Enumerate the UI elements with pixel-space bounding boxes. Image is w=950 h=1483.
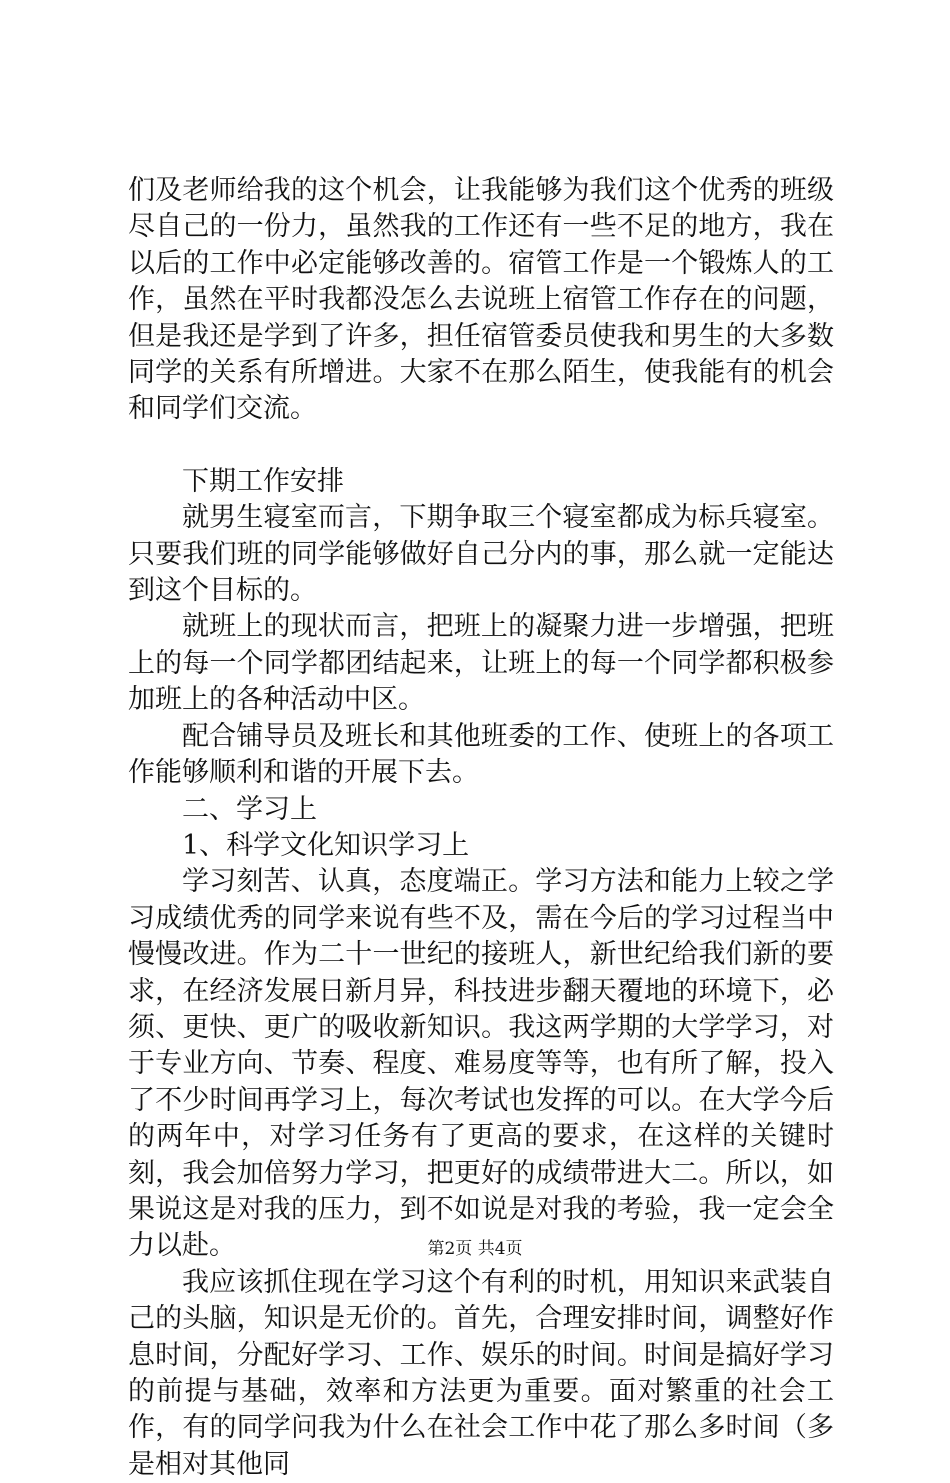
paragraph-cooperation: 配合铺导员及班长和其他班委的工作、使班上的各项工作能够顺利和谐的开展下去。 bbox=[128, 720, 834, 789]
subsection-heading-science-study: 1、科学文化知识学习上 bbox=[182, 829, 470, 861]
section-heading-study: 二、学习上 bbox=[182, 793, 317, 825]
paragraph-study-attitude: 学习刻苦、认真，态度端正。学习方法和能力上较之学习成绩优秀的同学来说有些不及，需在今后的学习过程当中慢慢改进。作为二十一世纪的接班人，新世纪给我们新的要求，在经济发展日新月异，科技进步翻天覆地的环境下，必须、更快、更广的吸收新知识。我这两学期的大学学习，对于专业方向、节奏、程度、难易度等等，也有所了解，投入了不少时间再学习上，每次考试也发挥的可以。在大学今后的两年中，对学习任务有了更高的要求，在这样的关键时刻，我会加倍努力学习，把更好的成绩带进大二。所以，如果说这是对我的压力，到不如说是对我的考验，我一定会全力以赴。 bbox=[128, 866, 834, 1262]
paragraph-dormitory-plan: 就男生寝室而言，下期争取三个寝室都成为标兵寝室。只要我们班的同学能够做好自己分内的事，那么就一定能达到这个目标的。 bbox=[128, 502, 834, 607]
paragraph-time-management: 我应该抓住现在学习这个有利的时机，用知识来武装自己的头脑，知识是无价的。首先，合理安排时间，调整好作息时间，分配好学习、工作、娱乐的时间。时间是搞好学习的前提与基础，效率和方法更为重要。面对繁重的社会工作，有的同学问我为什么在社会工作中花了那么多时间（多是相对其他同 bbox=[128, 1266, 834, 1480]
section-heading-next-term: 下期工作安排 bbox=[182, 465, 344, 497]
paragraph-continued: 们及老师给我的这个机会，让我能够为我们这个优秀的班级尽自己的一份力，虽然我的工作还有一些不足的地方，我在以后的工作中必定能够改善的。宿管工作是一个锻炼人的工作，虽然在平时我都没怎么去说班上宿管工作存在的问题，但是我还是学到了许多，担任宿管委员使我和男生的大多数同学的关系有所增进。大家不在那么陌生，使我能有的机会和同学们交流。 bbox=[128, 175, 834, 425]
page-footer: 第2页 共4页 bbox=[427, 1239, 523, 1259]
document-body bbox=[128, 173, 834, 1483]
paragraph-class-cohesion: 就班上的现状而言，把班上的凝聚力进一步增强，把班上的每一个同学都团结起来，让班上的每一个同学都积极参加班上的各种活动中区。 bbox=[128, 611, 834, 716]
